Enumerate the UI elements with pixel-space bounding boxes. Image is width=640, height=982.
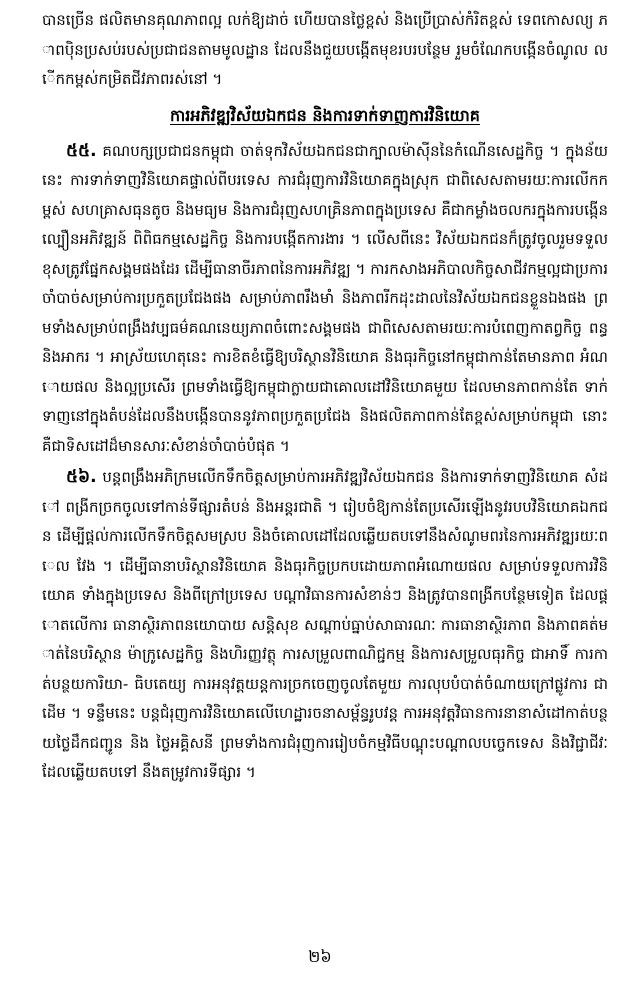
section-heading: ការអភិវឌ្ឍវិស័យឯកជន និងការទាក់ទាញការវិនិយោគ: [170, 105, 480, 125]
page-number: ២៦: [308, 947, 332, 966]
paragraph-56: [42, 463, 608, 788]
paragraph-55: [42, 137, 608, 462]
intro-paragraph: បានច្រើន ផលិតមានគុណភាពល្អ លក់ឱ្យដាច់ ហើយបានថ្លៃខ្ពស់ និងប្រើប្រាស់កំរិតខ្ពស់ ទេពកោសល្យ ភាពប៉ិនប្រសប់របស់ប្រជាជនតាមមូលដ្ឋាន ដែលនឹងជួយបង្កើតមុខរបរបន្ថែម រួមចំណែកបង្កើនចំណូល លើកកម្ពស់កម្រិតជីវភាពរស់នៅ ។: [42, 11, 608, 88]
paragraph-text: គណបក្សប្រជាជនកម្ពុជា ចាត់ទុកវិស័យឯកជនជាក្បាលម៉ាស៊ីននៃកំណើនសេដ្ឋកិច្ច ។ ក្នុងន័យនេះ ការទាក់ទាញវិនិយោគផ្ទាល់ពីបរទេស ការជំរុញការវិនិយោគក្នុងស្រុក ជាពិសេសតាមរយៈការលើកកម្ពស់ សហគ្រាសធុនតូច និងមធ្យម និងការជំរុញសហគ្រិនភាពក្នុងប្រទេស គឺជាកម្លាំងចលករក្នុងការបង្កើន ល្បឿនអភិវឌ្ឍន៍ ពិពិធកម្មសេដ្ឋកិច្ច និងការបង្កើតការងារ ។ លើសពីនេះ វិស័យឯកជនក៏ត្រូវចូលរួមទទួល ខុសត្រូវផ្នែកសង្គមផងដែរ ដើម្បីធានាចីរភាពនៃការអភិវឌ្ឍ ។ ការកសាងអភិបាលកិច្ចសាជីវកម្មល្អជាប្រការ ចាំបាច់សម្រាប់ការប្រកួតប្រជែងផង សម្រាប់ភាពរឹងមាំ និងភាពរីកដុះដាលនៃវិស័យឯកជនខ្លួនឯងផង ព្រមទាំងសម្រាប់ពង្រឹងវប្បធម៌គណនេយ្យភាពចំពោះសង្គមផង ជាពិសេសតាមរយៈការបំពេញកាតព្វកិច្ច ពន្ធ និងអាករ ។ អាស្រ័យហេតុនេះ ការខិតខំធ្វើឱ្យបរិស្ថានវិនិយោគ និងធុរកិច្ចនៅកម្ពុជាកាន់តែមានភាព អំណោយផល និងល្អប្រសើរ ព្រមទាំងធ្វើឱ្យកម្ពុជាក្លាយជាគោលដៅវិនិយោគមួយ ដែលមានភាពកាន់តែ ទាក់ទាញនៅក្នុងតំបន់ដែលនឹងបង្កើនបាននូវភាពប្រកួតប្រជែង និងផលិតភាពកាន់តែខ្ពស់សម្រាប់កម្ពុជា នោះ គឺជាទិសដៅដ៏មានសារៈសំខាន់ចាំបាច់បំផុត ។: [42, 141, 608, 455]
paragraph-text: បន្តពង្រឹងអភិក្រមលើកទឹកចិត្តសម្រាប់ការអភិវឌ្ឍវិស័យឯកជន និងការទាក់ទាញវិនិយោគ សំដៅ ពង្រីកច្រកចូលទៅកាន់ទីផ្សារតំបន់ និងអន្តរជាតិ ។ រៀបចំឱ្យកាន់តែប្រសើរឡើងនូវរបបវិនិយោគឯកជន ដើម្បីផ្តល់ការលើកទឹកចិត្តសមស្រប និងចំគោលដៅដែលឆ្លើយតបទៅនឹងសំណូមពរនៃការអភិវឌ្ឍរយៈពេល វែង ។ ដើម្បីធានាបរិស្ថានវិនិយោគ និងធុរកិច្ចប្រកបដោយភាពអំណោយផល សម្រាប់ទទួលការវិនិយោគ ទាំងក្នុងប្រទេស និងពីក្រៅប្រទេស បណ្តាវិធានការសំខាន់ៗ និងត្រូវបានពង្រីកបន្ថែមទៀត ដែលផ្តោតលើការ ធានាស្ថិរភាពនយោបាយ សន្តិសុខ សណ្តាប់ធ្នាប់សាធារណៈ ការធានាស្ថិរភាព និងភាពគត់មាត់នៃបរិស្ថាន ម៉ាក្រូសេដ្ឋកិច្ច និងហិរញ្ញវត្ថុ ការសម្រួលពាណិជ្ជកម្ម និងការសម្រួលធុរកិច្ច ជាអាទិ៍ ការកាត់បន្ថយការិយា- ធិបតេយ្យ ការអនុវត្តយន្តការច្រកចេញចូលតែមួយ ការលុបបំបាត់ចំណាយក្រៅផ្លូវការ ជាដើម ។ ទន្ទឹមនេះ បន្តជំរុញការវិនិយោគលើហេដ្ឋារចនាសម្ព័ន្ធរូបវន្ត ការអនុវត្តវិធានការនានាសំដៅកាត់បន្ថយថ្លៃដឹកជញ្ជូន និង ថ្លៃអគ្គិសនី ព្រមទាំងការជំរុញការរៀបចំកម្មវិធីបណ្តុះបណ្តាលបច្ចេកទេស និងវិជ្ជាជីវៈ ដែលឆ្លើយតបទៅ នឹងតម្រូវការទីផ្សារ ។: [42, 468, 608, 781]
paragraph-number: ៥៦.: [66, 467, 97, 487]
document-page: [42, 6, 608, 976]
paragraph-number: ៥៥.: [66, 140, 97, 161]
